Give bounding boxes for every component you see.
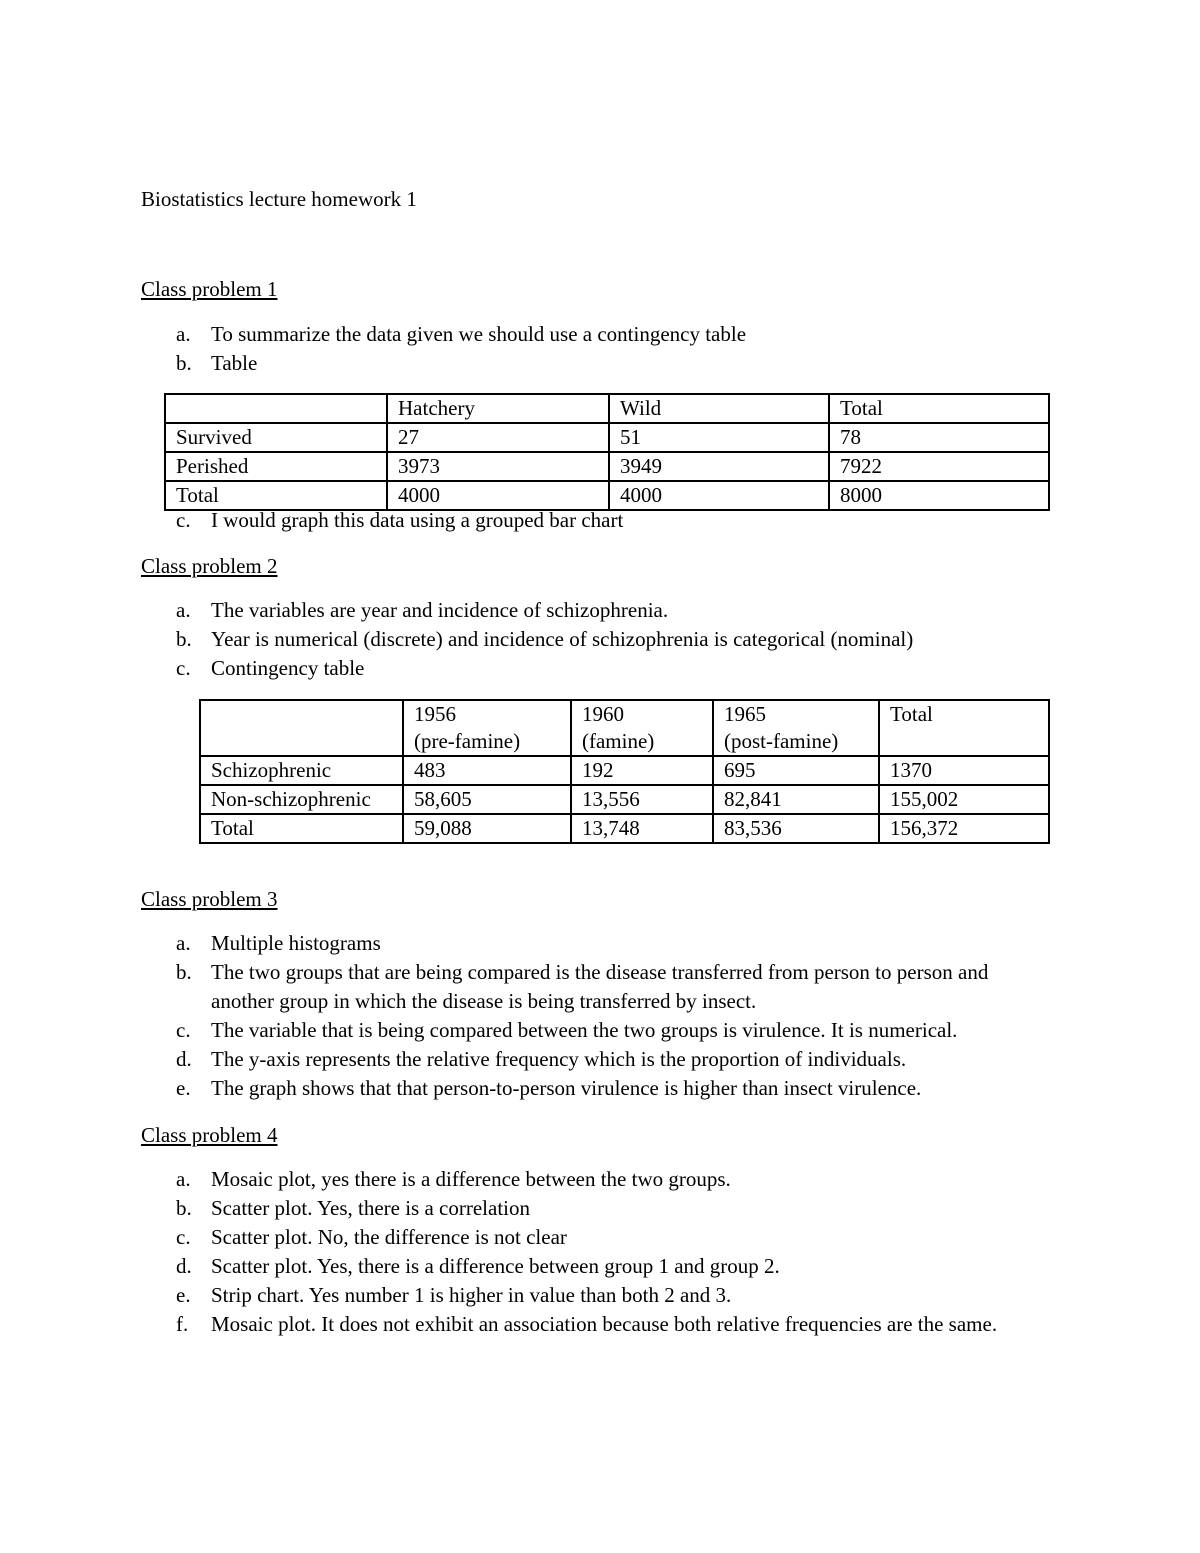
table-cell: 78 [829,423,1049,452]
table-cell: Schizophrenic [200,756,403,785]
table-cell: 27 [387,423,609,452]
problem1-heading: Class problem 1 [141,277,278,301]
list-marker: c. [176,656,191,680]
table-header-cell [713,700,879,756]
table-cell: 13,556 [571,785,713,814]
table-cell: 156,372 [879,814,1049,843]
table-header-cell [879,700,1049,756]
list-item-text: Multiple histograms [211,931,381,955]
list-item-text: Contingency table [211,656,365,680]
header-year: 1965 [724,702,766,726]
table-row [165,423,1049,452]
table-cell: 4000 [609,481,829,510]
problem2-list [176,598,913,685]
table-row [200,756,1049,785]
table-cell: 3973 [387,452,609,481]
list-item-text: The two groups that are being compared is the disease transferred from person to person and another group in which the disease is being transferred by insect. [211,960,989,1013]
list-item [176,958,1056,1016]
list-marker: e. [176,1283,191,1307]
table-header-cell [165,394,387,423]
list-marker: b. [176,960,192,984]
table-cell: Survived [165,423,387,452]
list-item-text: Scatter plot. Yes, there is a correlation [211,1196,530,1220]
list-marker: c. [176,1018,191,1042]
header-period: (famine) [582,729,655,753]
list-item-text: The graph shows that that person-to-person virulence is higher than insect virulence. [211,1076,922,1100]
list-marker: d. [176,1254,192,1278]
list-item [176,322,746,351]
problem1-after-list [176,508,623,537]
list-item [176,351,746,380]
list-marker: c. [176,1225,191,1249]
table-cell: 58,605 [403,785,571,814]
table-header-row [165,394,1049,423]
list-item-text: Year is numerical (discrete) and incidence of schizophrenia is categorical (nominal) [211,627,914,651]
header-period: (pre-famine) [414,729,521,753]
header-total: Total [890,702,933,726]
table-cell: 483 [403,756,571,785]
list-marker: a. [176,598,191,622]
table-cell: Non-schizophrenic [200,785,403,814]
list-item-text: The variable that is being compared between the two groups is virulence. It is numerical. [211,1018,958,1042]
list-item [176,1194,1056,1223]
document-title: Biostatistics lecture homework 1 [141,187,417,211]
problem3-list [176,929,1056,1103]
table-row [165,481,1049,510]
list-item-text: Scatter plot. Yes, there is a difference between group 1 and group 2. [211,1254,780,1278]
list-item-text: Strip chart. Yes number 1 is higher in value than both 2 and 3. [211,1283,732,1307]
list-item [176,508,623,537]
table-header-cell: Total [829,394,1049,423]
table-header-row [200,700,1049,756]
problem3-heading: Class problem 3 [141,887,278,911]
list-marker: b. [176,1196,192,1220]
list-item-text: The y-axis represents the relative frequency which is the proportion of individuals. [211,1047,907,1071]
list-marker: f. [176,1312,189,1336]
problem2-heading: Class problem 2 [141,554,278,578]
table-cell: 1370 [879,756,1049,785]
table-header-cell: Wild [609,394,829,423]
list-marker: a. [176,322,191,346]
problem1-list [176,322,746,380]
list-item [176,1016,1056,1045]
list-item [176,598,913,627]
schizophrenia-table [199,699,1050,844]
list-item [176,1252,1056,1281]
list-marker: b. [176,351,192,375]
table-cell: 82,841 [713,785,879,814]
list-item [176,1074,1056,1103]
list-item-text: To summarize the data given we should use a contingency table [211,322,747,346]
list-item [176,656,913,685]
list-item [176,1281,1056,1310]
list-item-text: Table [211,351,258,375]
list-marker: d. [176,1047,192,1071]
list-item [176,1165,1056,1194]
list-item-text: Scatter plot. No, the difference is not clear [211,1225,567,1249]
table-cell: 83,536 [713,814,879,843]
table-header-cell [403,700,571,756]
list-item [176,929,1056,958]
list-marker: c. [176,508,191,532]
list-item [176,1223,1056,1252]
table-header-cell: Hatchery [387,394,609,423]
table-cell: 695 [713,756,879,785]
table-cell: Perished [165,452,387,481]
list-item [176,1310,1056,1339]
table-row [200,814,1049,843]
list-item-text: I would graph this data using a grouped bar chart [211,508,624,532]
list-marker: e. [176,1076,191,1100]
problem4-heading: Class problem 4 [141,1123,278,1147]
list-item [176,1045,1056,1074]
table-cell: 4000 [387,481,609,510]
header-year: 1956 [414,702,456,726]
table-row [165,452,1049,481]
header-period: (post-famine) [724,729,839,753]
table-row [200,785,1049,814]
list-item [176,627,913,656]
header-year: 1960 [582,702,624,726]
list-marker: b. [176,627,192,651]
table-cell: Total [165,481,387,510]
list-item-text: Mosaic plot. It does not exhibit an association because both relative frequencies are the same. [211,1312,998,1336]
table-cell: 3949 [609,452,829,481]
table-header-cell [571,700,713,756]
list-item-text: Mosaic plot, yes there is a difference between the two groups. [211,1167,731,1191]
table-cell: 59,088 [403,814,571,843]
list-marker: a. [176,1167,191,1191]
survival-table [164,393,1050,511]
table-cell: 13,748 [571,814,713,843]
table-cell: 8000 [829,481,1049,510]
problem4-list [176,1165,1056,1339]
table-cell: 7922 [829,452,1049,481]
table-header-cell [200,700,403,756]
list-item-text: The variables are year and incidence of schizophrenia. [211,598,669,622]
table-cell: 192 [571,756,713,785]
table-cell: 51 [609,423,829,452]
list-marker: a. [176,931,191,955]
table-cell: Total [200,814,403,843]
table-cell: 155,002 [879,785,1049,814]
